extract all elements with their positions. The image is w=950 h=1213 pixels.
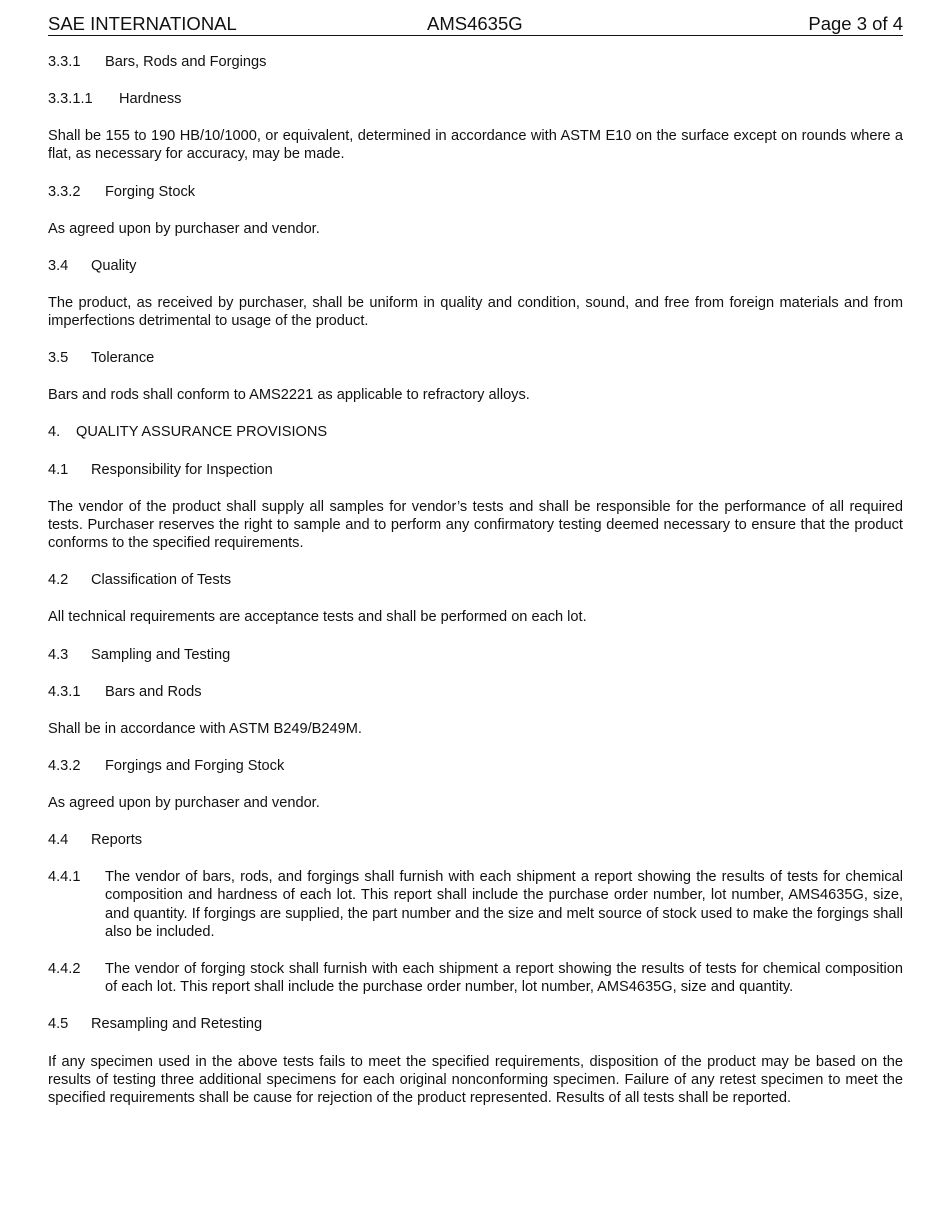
page-header bbox=[48, 12, 903, 36]
item-text: The vendor of forging stock shall furnish with each shipment a report showing the results of tests for chemical composition of each lot. This report shall include the purchase order number, lot number, AMS4635G, size and quantity. bbox=[105, 961, 903, 996]
section-title: Bars, Rods and Forgings bbox=[105, 54, 267, 70]
section-heading-4 bbox=[48, 423, 903, 441]
section-number: 3.3.2 bbox=[48, 183, 81, 200]
section-number: 4.4 bbox=[48, 831, 69, 848]
paragraph-classification: All technical requirements are acceptance tests and shall be performed on each lot. bbox=[48, 609, 587, 626]
numbered-item-4-4-2 bbox=[48, 960, 903, 997]
section-title: Classification of Tests bbox=[91, 572, 232, 589]
section-title: Reports bbox=[91, 831, 143, 848]
numbered-item-4-4-1 bbox=[48, 868, 903, 941]
section-heading-4-3-1 bbox=[48, 683, 903, 701]
paragraph-forgings: As agreed upon by purchaser and vendor. bbox=[48, 794, 320, 811]
section-number: 4.1 bbox=[48, 461, 69, 478]
section-title: Forgings and Forging Stock bbox=[105, 757, 285, 774]
section-heading-3-3-1 bbox=[48, 53, 903, 71]
section-title: Quality bbox=[91, 257, 137, 274]
section-title: Sampling and Testing bbox=[91, 646, 231, 663]
section-title: Hardness bbox=[119, 91, 182, 108]
section-number: 4.3 bbox=[48, 646, 69, 663]
section-number: 3.3.1.1 bbox=[48, 91, 93, 108]
section-number: 4. bbox=[48, 424, 61, 441]
header-page-number: Page 3 of 4 bbox=[808, 13, 903, 34]
paragraph-forging-stock: As agreed upon by purchaser and vendor. bbox=[48, 220, 320, 237]
section-number: 3.4 bbox=[48, 257, 69, 274]
section-heading-4-4 bbox=[48, 831, 903, 849]
section-heading-3-4 bbox=[48, 257, 903, 275]
document-body bbox=[48, 53, 903, 1126]
header-document-id: AMS4635G bbox=[427, 13, 523, 34]
section-number: 4.2 bbox=[48, 572, 69, 589]
paragraph-bars-and-rods: Shall be in accordance with ASTM B249/B249M. bbox=[48, 720, 362, 737]
header-organization: SAE INTERNATIONAL bbox=[48, 13, 237, 34]
paragraph-quality: The product, as received by purchaser, shall be uniform in quality and condition, sound, and free from foreign materials and from imperfections detrimental to usage of the product. bbox=[48, 294, 903, 330]
section-title: Responsibility for Inspection bbox=[91, 461, 273, 478]
section-heading-4-3 bbox=[48, 646, 903, 664]
section-heading-3-3-2 bbox=[48, 183, 903, 201]
section-number: 3.3.1 bbox=[48, 54, 81, 70]
section-heading-4-2 bbox=[48, 571, 903, 589]
item-number: 4.4.1 bbox=[48, 869, 81, 886]
paragraph-hardness: Shall be 155 to 190 HB/10/1000, or equivalent, determined in accordance with ASTM E10 on the surface except on rounds where a flat, as necessary for accuracy, may be made. bbox=[48, 128, 903, 163]
section-title: Bars and Rods bbox=[105, 683, 202, 700]
section-heading-4-5 bbox=[48, 1015, 903, 1033]
item-text: The vendor of bars, rods, and forgings shall furnish with each shipment a report showing the results of tests for chemical composition and hardness of each lot. This report shall include the purchase order number, lot number, AMS4635G, size, and quantity. If forgings are supplied, the part number and the size and melt source of stock used to make the forgings shall also be included. bbox=[105, 869, 903, 940]
section-number: 4.5 bbox=[48, 1016, 69, 1033]
section-title: Forging Stock bbox=[105, 183, 196, 200]
section-number: 4.3.1 bbox=[48, 683, 81, 700]
paragraph-tolerance: Bars and rods shall conform to AMS2221 as applicable to refractory alloys. bbox=[48, 387, 530, 404]
paragraph-resampling: If any specimen used in the above tests fails to meet the specified requirements, disposition of the product may be based on the results of testing three additional specimens for each original nonconforming specimen. Failure of any retest specimen to meet the specified requirements shall be cause for rejection of the product represented. Results of all tests shall be reported. bbox=[48, 1053, 903, 1107]
section-heading-4-3-2 bbox=[48, 757, 903, 775]
section-title: Resampling and Retesting bbox=[91, 1016, 263, 1033]
section-title: Tolerance bbox=[91, 350, 155, 367]
section-heading-4-1 bbox=[48, 461, 903, 479]
section-number: 4.3.2 bbox=[48, 757, 81, 774]
paragraph-responsibility: The vendor of the product shall supply all samples for vendor’s tests and shall be responsible for the performance of all required tests. Purchaser reserves the right to sample and to perform any confirmatory testing deemed necessary to ensure that the product conforms to the specified requirements. bbox=[48, 498, 903, 552]
section-number: 3.5 bbox=[48, 350, 69, 367]
section-heading-3-5 bbox=[48, 349, 903, 367]
item-number: 4.4.2 bbox=[48, 961, 81, 978]
section-heading-3-3-1-1 bbox=[48, 90, 903, 108]
section-title: QUALITY ASSURANCE PROVISIONS bbox=[76, 424, 328, 441]
